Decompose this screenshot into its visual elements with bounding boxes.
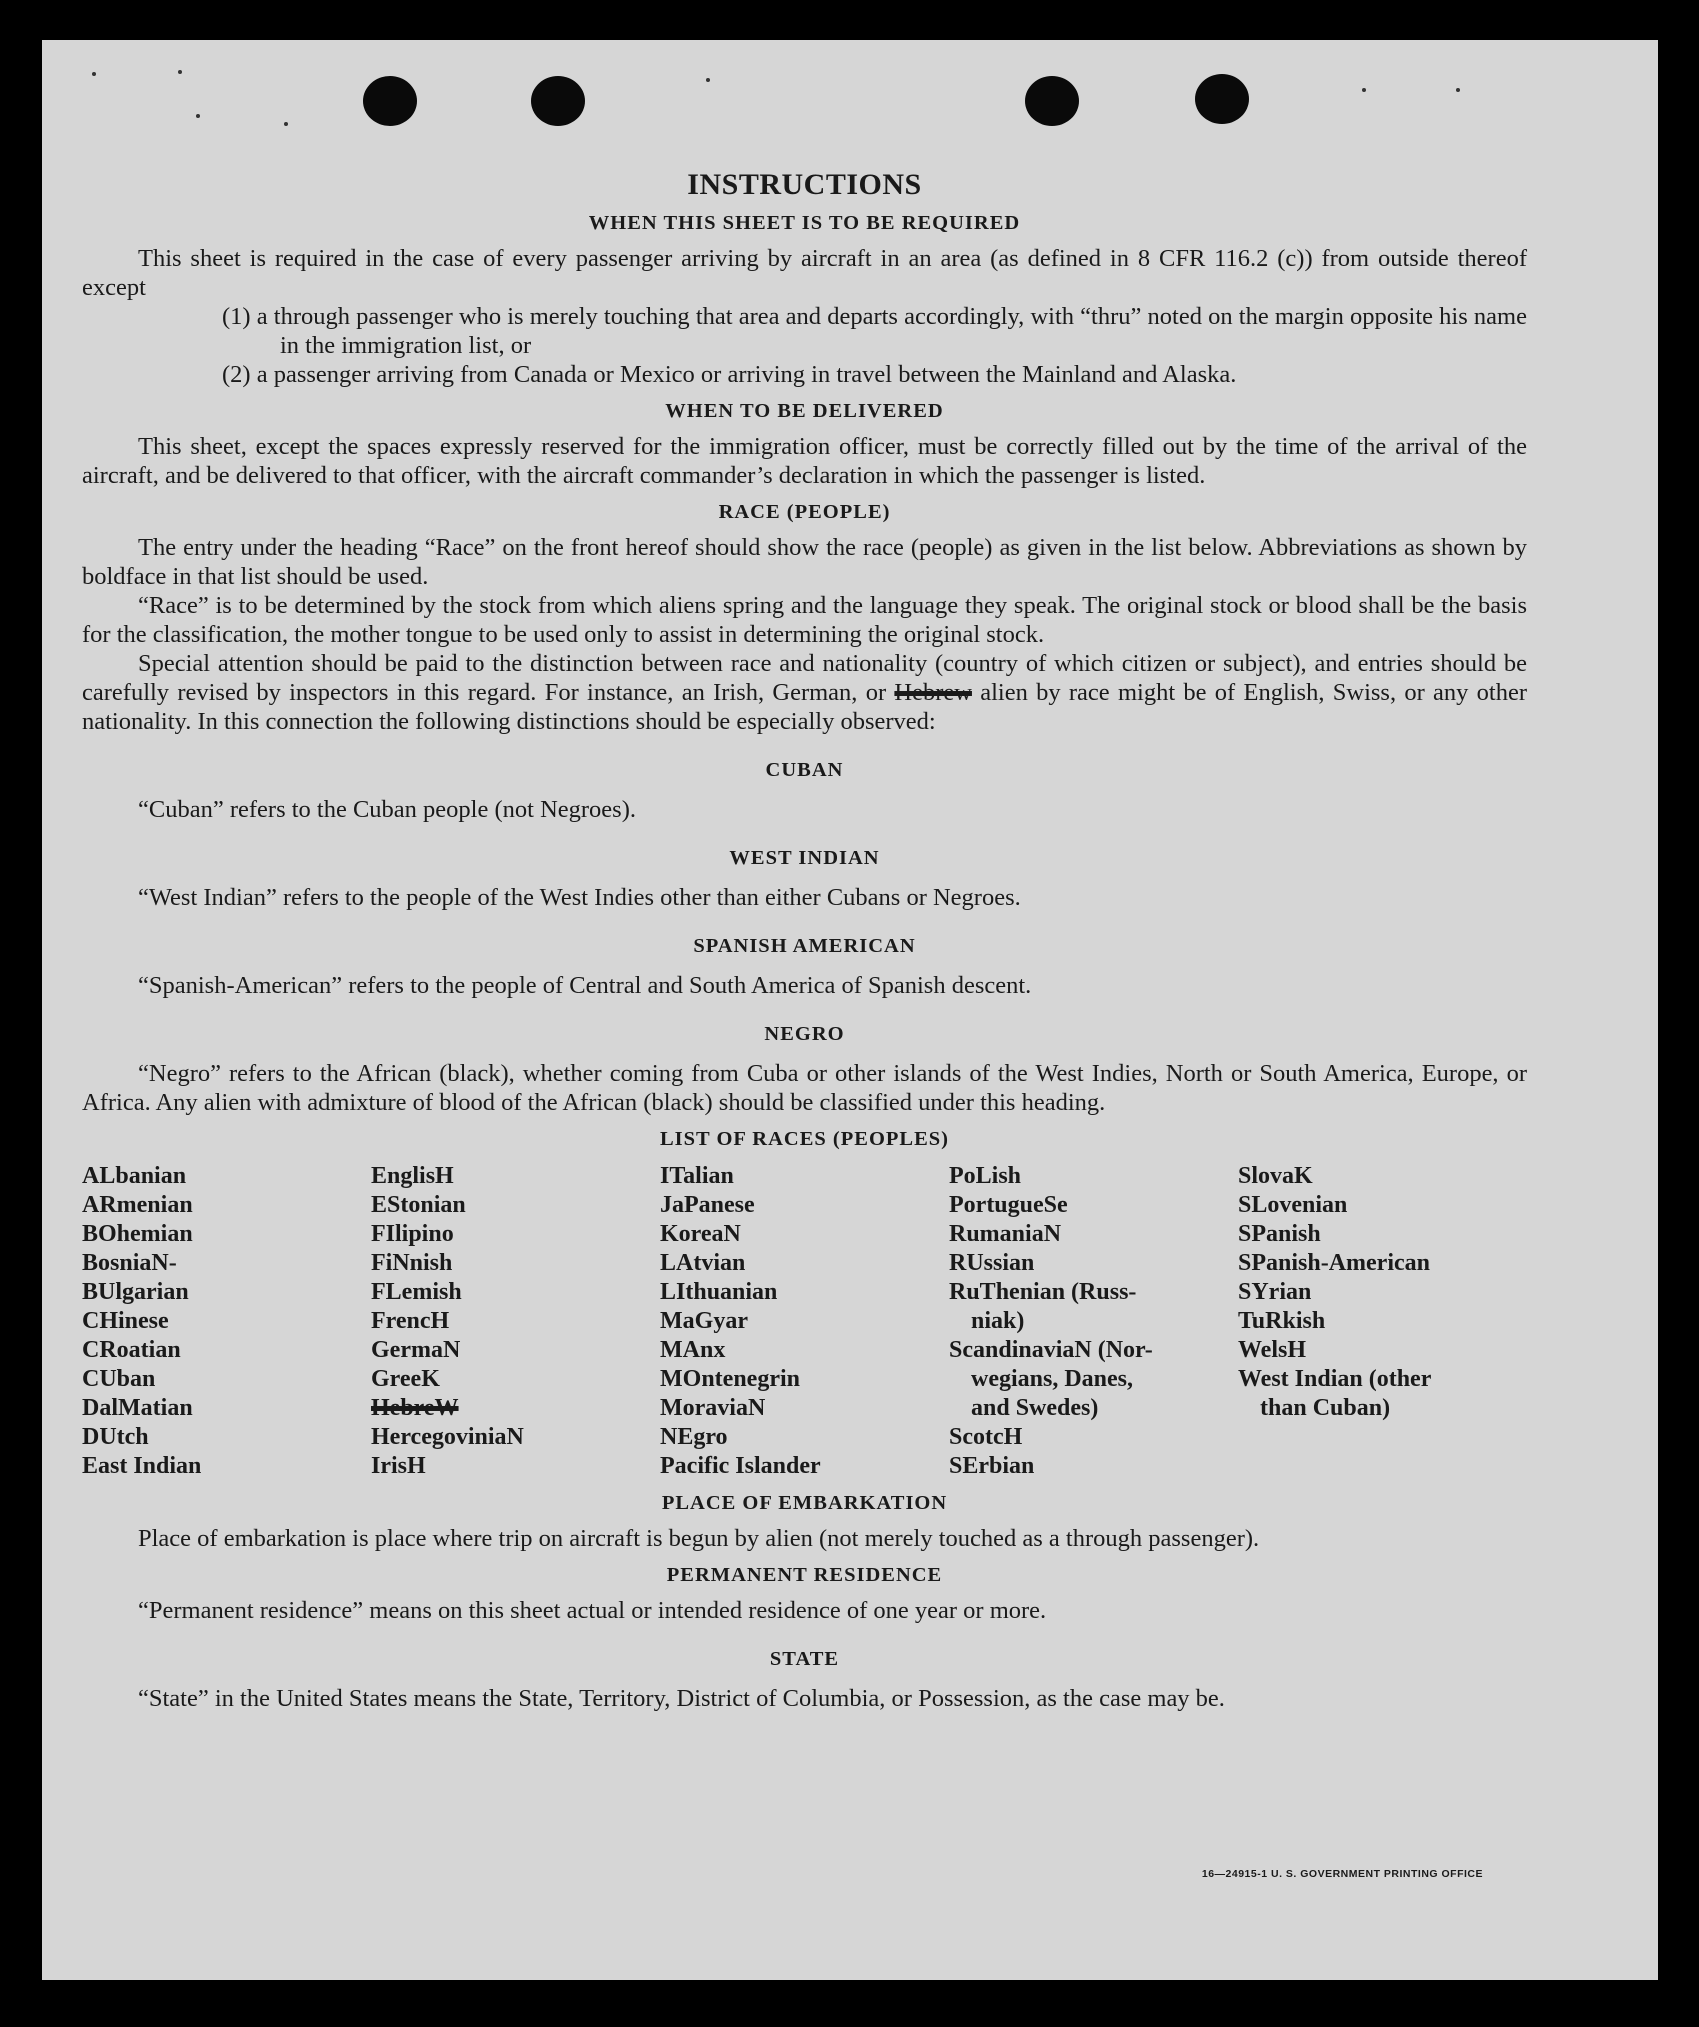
heading-list-of-races: LIST OF RACES (PEOPLES) xyxy=(660,1128,949,1150)
punch-hole xyxy=(363,76,417,126)
race-entry: BUlgarian xyxy=(82,1279,189,1305)
race-entry: DalMatian xyxy=(82,1395,193,1421)
race-entry: DUtch xyxy=(82,1424,149,1450)
race-entry: CRoatian xyxy=(82,1337,181,1363)
heading-state: STATE xyxy=(769,1648,840,1670)
heading-cuban: CUBAN xyxy=(765,759,844,781)
residence-text: “Permanent residence” means on this sheet actual or intended residence of one year or more. xyxy=(138,1597,1047,1624)
when-required-text: This sheet is required in the case of every passenger arriving by aircraft in an area (as defined in 8 CFR 116.2 (c)) from outside thereof except xyxy=(82,245,1527,301)
race-entry: WelsH xyxy=(1238,1337,1307,1363)
speck xyxy=(1362,88,1366,92)
race-entry: BosniaN- xyxy=(82,1250,177,1276)
when-delivered-text: This sheet, except the spaces expressly reserved for the immigration officer, must be correctly filled out by the time of the arrival of the aircraft, and be delivered to that officer, with the aircraft commander’s declaration in which the passenger is listed. xyxy=(82,433,1527,489)
negro-text: “Negro” refers to the African (black), whether coming from Cuba or other islands of the West Indies, North or South America, Europe, or Africa. Any alien with admixture of blood of the African (black) should be classified under this heading. xyxy=(82,1060,1527,1116)
race-entry: SLovenian xyxy=(1238,1192,1348,1218)
race-entry: HercegoviniaN xyxy=(371,1424,524,1450)
race-entry: ScotcH xyxy=(949,1424,1023,1450)
race-entry: NEgro xyxy=(660,1424,728,1450)
race-paragraph-2: “Race” is to be determined by the stock from which aliens spring and the language they speak. The original stock or blood shall be the basis for the classification, the mother tongue to be used only to assist in determining the original stock. xyxy=(82,592,1527,648)
race-entry: Pacific Islander xyxy=(660,1453,821,1479)
cuban-text: “Cuban” refers to the Cuban people (not Negroes). xyxy=(138,796,636,823)
race-entry-continued: niak) xyxy=(971,1308,1025,1334)
exception-item-2: (2) a passenger arriving from Canada or Mexico or arriving in travel between the Mainland and Alaska. xyxy=(222,361,1237,388)
race-entry: PoLish xyxy=(949,1163,1022,1189)
heading-when-delivered: WHEN TO BE DELIVERED xyxy=(665,400,944,422)
race-entry: ALbanian xyxy=(82,1163,187,1189)
race-entry: MaGyar xyxy=(660,1308,748,1334)
speck xyxy=(178,70,182,74)
speck xyxy=(92,72,96,76)
printer-imprint: 16—24915-1 U. S. GOVERNMENT PRINTING OFFICE xyxy=(1201,1868,1483,1880)
races-list xyxy=(82,1162,1527,1481)
speck xyxy=(1456,88,1460,92)
race-entry: FIlipino xyxy=(371,1221,454,1247)
race-entry-struck: HebreW xyxy=(371,1395,459,1421)
race-entry: FLemish xyxy=(371,1279,462,1305)
heading-spanish-american: SPANISH AMERICAN xyxy=(693,935,916,957)
race-entry: ScandinaviaN (Nor- xyxy=(949,1337,1153,1363)
races-column-4 xyxy=(949,1162,1238,1481)
punch-hole xyxy=(531,76,585,126)
exception-item-1: (1) a through passenger who is merely touching that area and departs accordingly, with “thru” noted on the margin opposite his name in the immigration list, or xyxy=(222,303,1527,359)
race-entry: SErbian xyxy=(949,1453,1035,1479)
speck xyxy=(284,122,288,126)
race-entry: SPanish-American xyxy=(1238,1250,1430,1276)
speck xyxy=(196,114,200,118)
race-entry: MOntenegrin xyxy=(660,1366,800,1392)
race-entry: TuRkish xyxy=(1238,1308,1326,1334)
punch-hole xyxy=(1195,74,1249,124)
race-entry: GreeK xyxy=(371,1366,440,1392)
race-entry: FiNnish xyxy=(371,1250,453,1276)
heading-permanent-residence: PERMANENT RESIDENCE xyxy=(666,1564,943,1586)
race-entry: MoraviaN xyxy=(660,1395,766,1421)
race-entry: EStonian xyxy=(371,1192,466,1218)
race-entry-continued: than Cuban) xyxy=(1260,1395,1391,1421)
punch-hole xyxy=(1025,76,1079,126)
races-column-3 xyxy=(660,1162,949,1481)
race-paragraph-1: The entry under the heading “Race” on the front hereof should show the race (people) as given in the list below. Abbreviations as shown by boldface in that list should be used. xyxy=(82,534,1527,590)
speck xyxy=(706,78,710,82)
race-entry: West Indian (other xyxy=(1238,1366,1432,1392)
page-title: INSTRUCTIONS xyxy=(687,168,922,201)
race-entry: LIthuanian xyxy=(660,1279,778,1305)
race-entry: GermaN xyxy=(371,1337,461,1363)
race-entry: MAnx xyxy=(660,1337,726,1363)
race-entry: PortugueSe xyxy=(949,1192,1068,1218)
race-entry: LAtvian xyxy=(660,1250,746,1276)
races-column-2 xyxy=(371,1162,660,1481)
race-entry: IrisH xyxy=(371,1453,426,1479)
race-entry: SPanish xyxy=(1238,1221,1321,1247)
race-entry-continued: and Swedes) xyxy=(971,1395,1099,1421)
race-paragraph-3 xyxy=(82,649,1527,736)
heading-negro: NEGRO xyxy=(764,1023,845,1045)
race-entry: CUban xyxy=(82,1366,156,1392)
race-entry: SYrian xyxy=(1238,1279,1312,1305)
race-entry-continued: wegians, Danes, xyxy=(971,1366,1134,1392)
race-entry: RuThenian (Russ- xyxy=(949,1279,1137,1305)
struck-word: Hebrew xyxy=(894,679,972,706)
race-entry: SlovaK xyxy=(1238,1163,1313,1189)
race-entry: BOhemian xyxy=(82,1221,193,1247)
west-indian-text: “West Indian” refers to the people of the West Indies other than either Cubans or Negroes. xyxy=(138,884,1021,911)
race-paragraph-3-end: alien by race might be of English, Swiss, or any other nationality. In this connection the following distinctions should be especially observed: xyxy=(82,679,1528,735)
instructions-content xyxy=(82,170,1527,1713)
heading-when-required: WHEN THIS SHEET IS TO BE REQUIRED xyxy=(588,212,1021,234)
spanish-american-text: “Spanish-American” refers to the people of Central and South America of Spanish descent. xyxy=(138,972,1032,999)
race-entry: FrencH xyxy=(371,1308,450,1334)
state-text: “State” in the United States means the State, Territory, District of Columbia, or Possession, as the case may be. xyxy=(138,1685,1225,1712)
race-paragraph-3-start: Special attention should be paid to the distinction between race and nationality (country of which citizen or subject), and entries should be carefully revised by inspectors in this regard. For instance, an Irish, German, or xyxy=(82,650,1527,706)
races-column-5 xyxy=(1238,1162,1527,1481)
race-entry: KoreaN xyxy=(660,1221,741,1247)
race-entry: RumaniaN xyxy=(949,1221,1062,1247)
race-entry: ARmenian xyxy=(82,1192,193,1218)
embarkation-text: Place of embarkation is place where trip on aircraft is begun by alien (not merely touched as a through passenger). xyxy=(138,1525,1260,1552)
race-entry: RUssian xyxy=(949,1250,1035,1276)
race-entry: ITalian xyxy=(660,1163,734,1189)
heading-race: RACE (PEOPLE) xyxy=(718,501,891,523)
race-entry: JaPanese xyxy=(660,1192,755,1218)
heading-west-indian: WEST INDIAN xyxy=(729,847,880,869)
race-entry: East Indian xyxy=(82,1453,202,1479)
race-entry: EnglisH xyxy=(371,1163,454,1189)
races-column-1 xyxy=(82,1162,371,1481)
heading-embarkation: PLACE OF EMBARKATION xyxy=(661,1492,948,1514)
document-sheet xyxy=(42,40,1658,1980)
race-entry: CHinese xyxy=(82,1308,169,1334)
